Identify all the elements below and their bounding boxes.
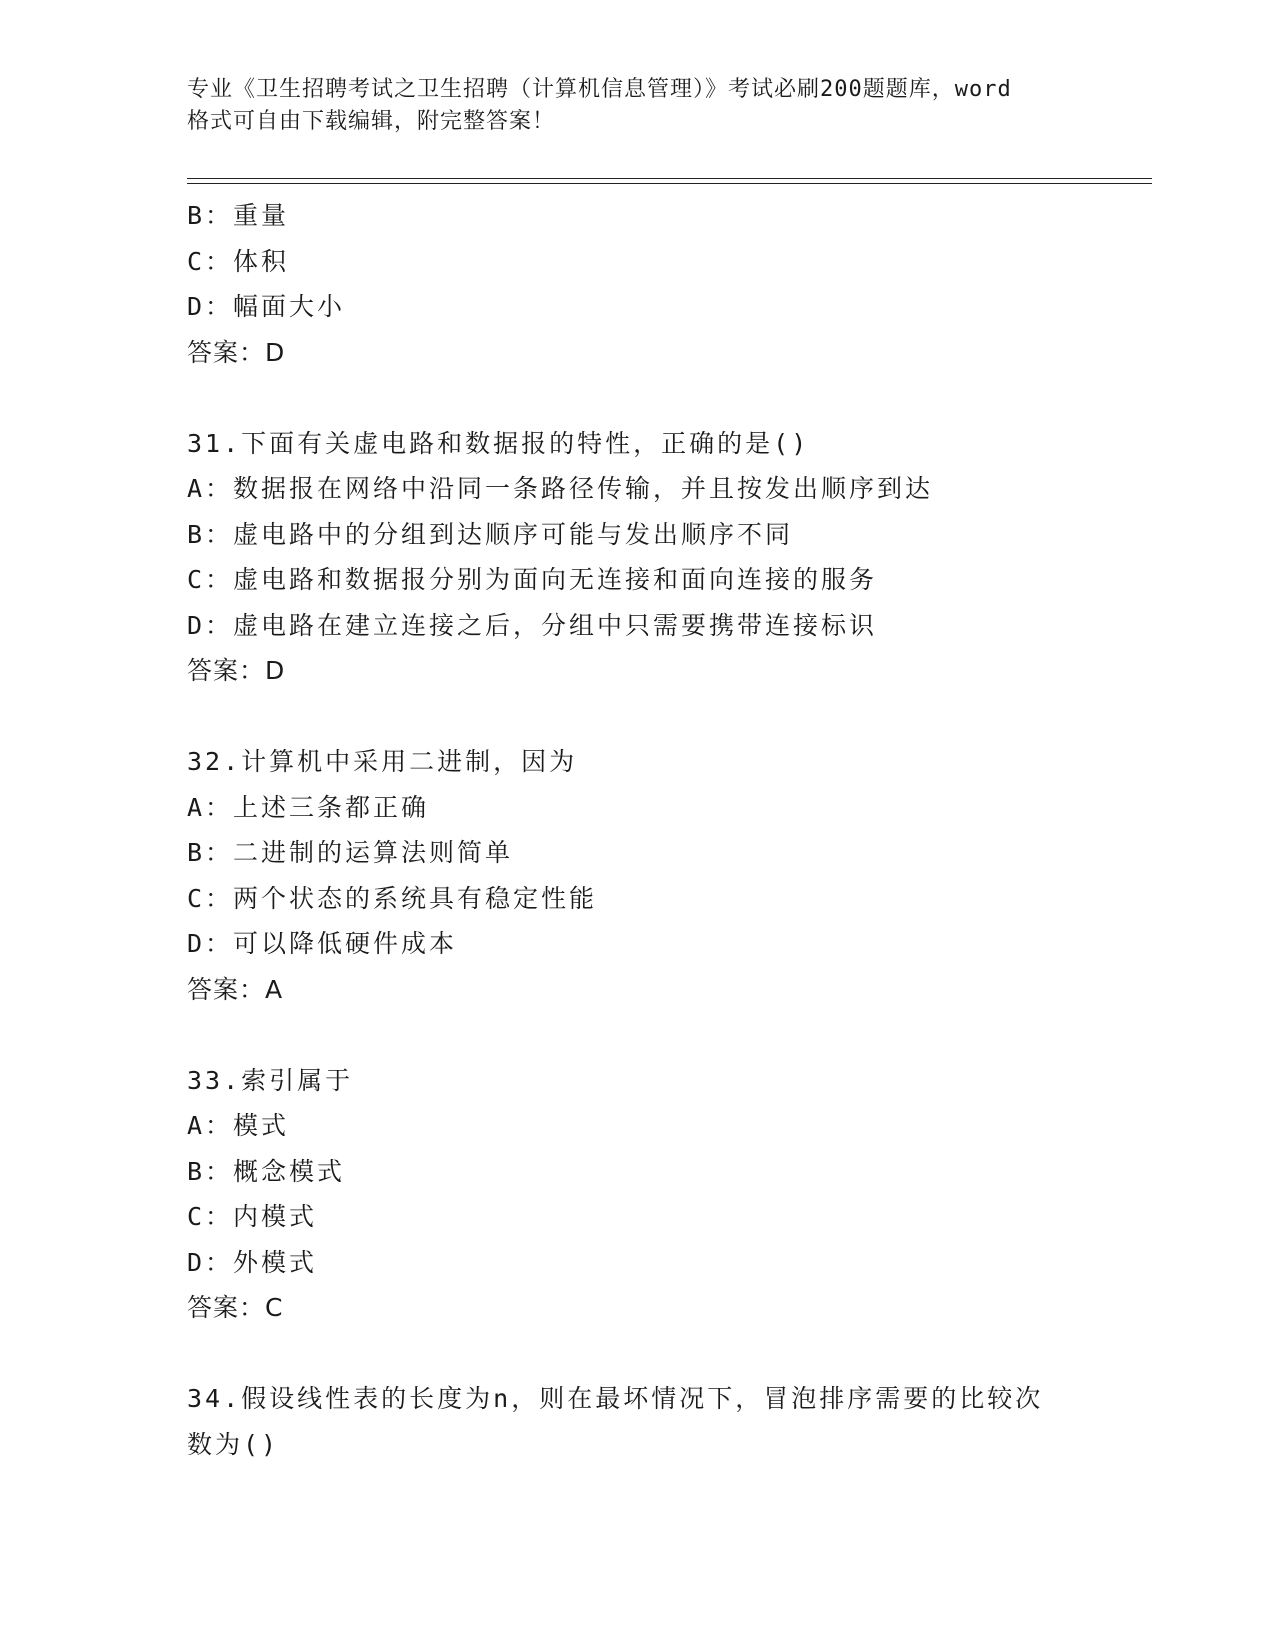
option-d: D：虚电路在建立连接之后，分组中只需要携带连接标识 [187, 610, 878, 640]
question-stem: 31.下面有关虚电路和数据报的特性，正确的是() [187, 428, 810, 458]
spacer [187, 1331, 1087, 1377]
question-stem-line-1: 34.假设线性表的长度为n，则在最坏情况下，冒泡排序需要的比较次 [187, 1384, 1044, 1413]
option-b: B：概念模式 [187, 1156, 346, 1186]
spacer [187, 1012, 1087, 1058]
option-b: B：虚电路中的分组到达顺序可能与发出顺序不同 [187, 519, 794, 549]
header-divider-top [187, 178, 1152, 179]
option-b: B：重量 [187, 201, 290, 230]
question-list [187, 193, 1087, 1467]
option-b: B：二进制的运算法则简单 [187, 838, 514, 867]
document-header [187, 74, 1087, 138]
question-stem: 33.索引属于 [187, 1065, 354, 1095]
question-33 [187, 1058, 1087, 1331]
option-a: A：模式 [187, 1111, 290, 1140]
option-a: A：数据报在网络中沿同一条路径传输，并且按发出顺序到达 [187, 474, 934, 503]
answer-line: 答案：C [187, 1293, 284, 1322]
question-34 [187, 1376, 1087, 1467]
question-32 [187, 739, 1087, 1012]
answer-line: 答案：A [187, 974, 284, 1004]
option-c: C：两个状态的系统具有稳定性能 [187, 883, 598, 913]
header-title-line-1: 专业《卫生招聘考试之卫生招聘（计算机信息管理）》考试必刷200题题库，word [187, 77, 1012, 102]
question-stem-line-2: 数为() [187, 1429, 280, 1459]
option-a: A：上述三条都正确 [187, 792, 430, 822]
spacer [187, 375, 1087, 421]
option-c: C：虚电路和数据报分别为面向无连接和面向连接的服务 [187, 565, 878, 594]
answer-line: 答案：D [187, 656, 286, 685]
question-31 [187, 421, 1087, 694]
option-c: C：体积 [187, 246, 290, 276]
question-stem: 32.计算机中采用二进制，因为 [187, 747, 578, 776]
spacer [187, 694, 1087, 740]
header-divider-bottom [187, 183, 1152, 184]
option-d: D：外模式 [187, 1247, 318, 1277]
option-d: D：可以降低硬件成本 [187, 929, 458, 958]
option-c: C：内模式 [187, 1202, 318, 1231]
question-30-tail [187, 193, 1087, 375]
option-d: D：幅面大小 [187, 292, 346, 321]
header-title-line-2: 格式可自由下载编辑，附完整答案！ [187, 109, 556, 134]
answer-line: 答案：D [187, 337, 286, 367]
